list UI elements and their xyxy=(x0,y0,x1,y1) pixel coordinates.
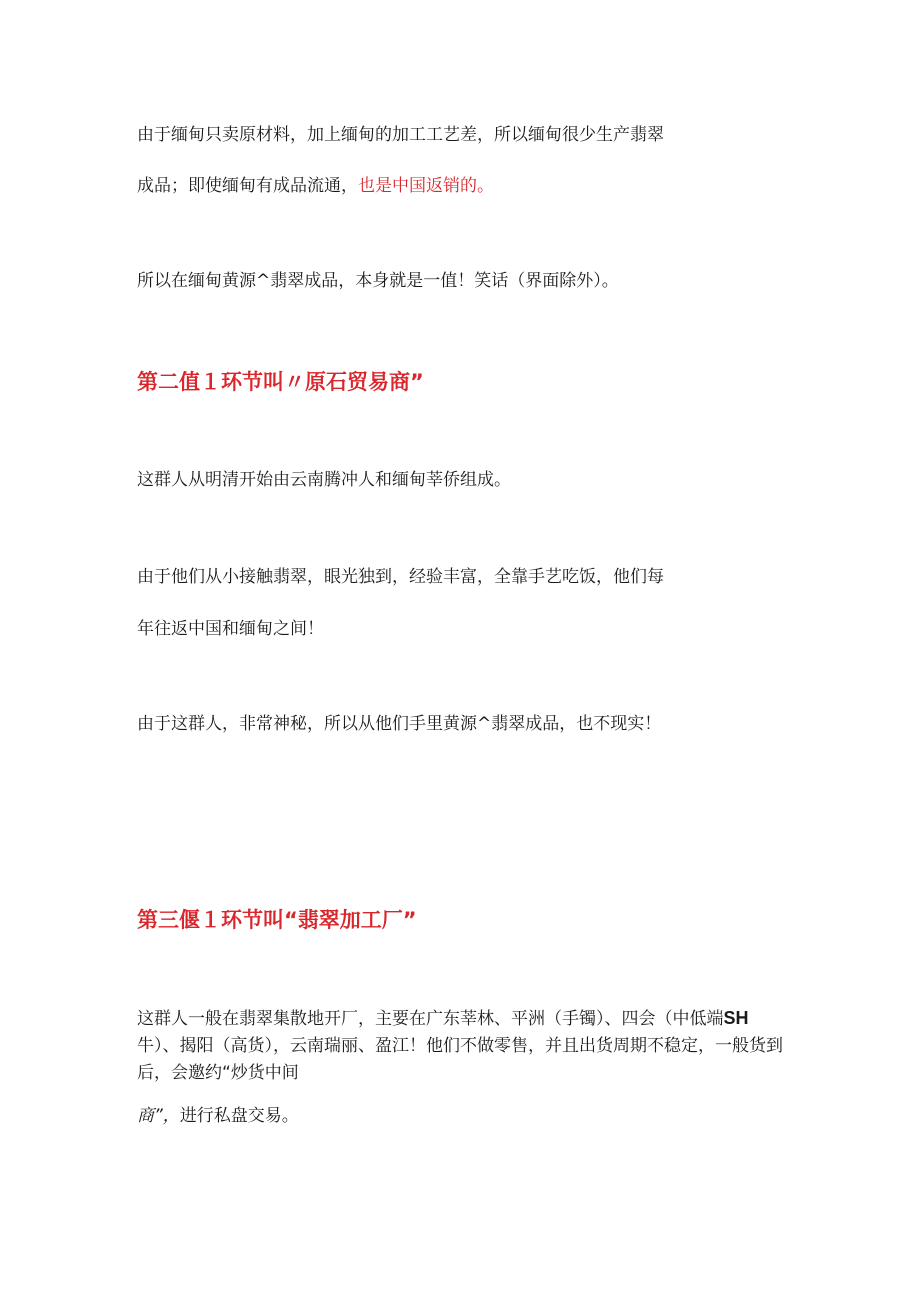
bold-text: SH xyxy=(723,1008,749,1028)
paragraph-line xyxy=(137,175,494,197)
paragraph-line: 由于他们从小接触翡翠，眼光独到，经验丰富，全靠手艺吃饭，他们每 xyxy=(137,567,664,587)
section-heading: 第三偃１环节叫“翡翠加工厂” xyxy=(137,908,417,932)
paragraph xyxy=(137,1005,787,1087)
text-segment: 牛）、揭阳（高货），云南瑞丽、盈江！他们不做零售，并且出货周期不稳定，一般货到后，会邀约“炒货中间 xyxy=(137,1036,783,1083)
italic-text: 商”， xyxy=(137,1106,180,1126)
paragraph-line: 这群人从明清开始由云南腾冲人和缅甸莘侨组成。 xyxy=(137,470,511,490)
section-heading: 第二值１环节叫〃原石贸易商” xyxy=(137,370,424,394)
paragraph-line: 所以在缅甸黄源^翡翠成品，本身就是一值！笑话（界面除外）。 xyxy=(137,271,619,291)
text-segment: 成品；即使缅甸有成品流通， xyxy=(137,176,358,196)
text-segment: 进行私盘交易。 xyxy=(179,1106,299,1126)
paragraph-line: 由于这群人，非常神秘，所以从他们手里黄源^翡翠成品，也不现实！ xyxy=(137,714,662,734)
paragraph-line xyxy=(137,1105,299,1127)
highlighted-text: 也是中国返销的。 xyxy=(358,176,494,196)
paragraph-line: 年往返中国和缅甸之间！ xyxy=(137,619,324,639)
text-segment: 这群人一般在翡翠集散地开厂，主要在广东莘林、平洲（手镯）、四会（中低端 xyxy=(137,1009,724,1029)
paragraph-line: 由于缅甸只卖原材料，加上缅甸的加工工艺差，所以缅甸很少生产翡翠 xyxy=(137,125,664,145)
